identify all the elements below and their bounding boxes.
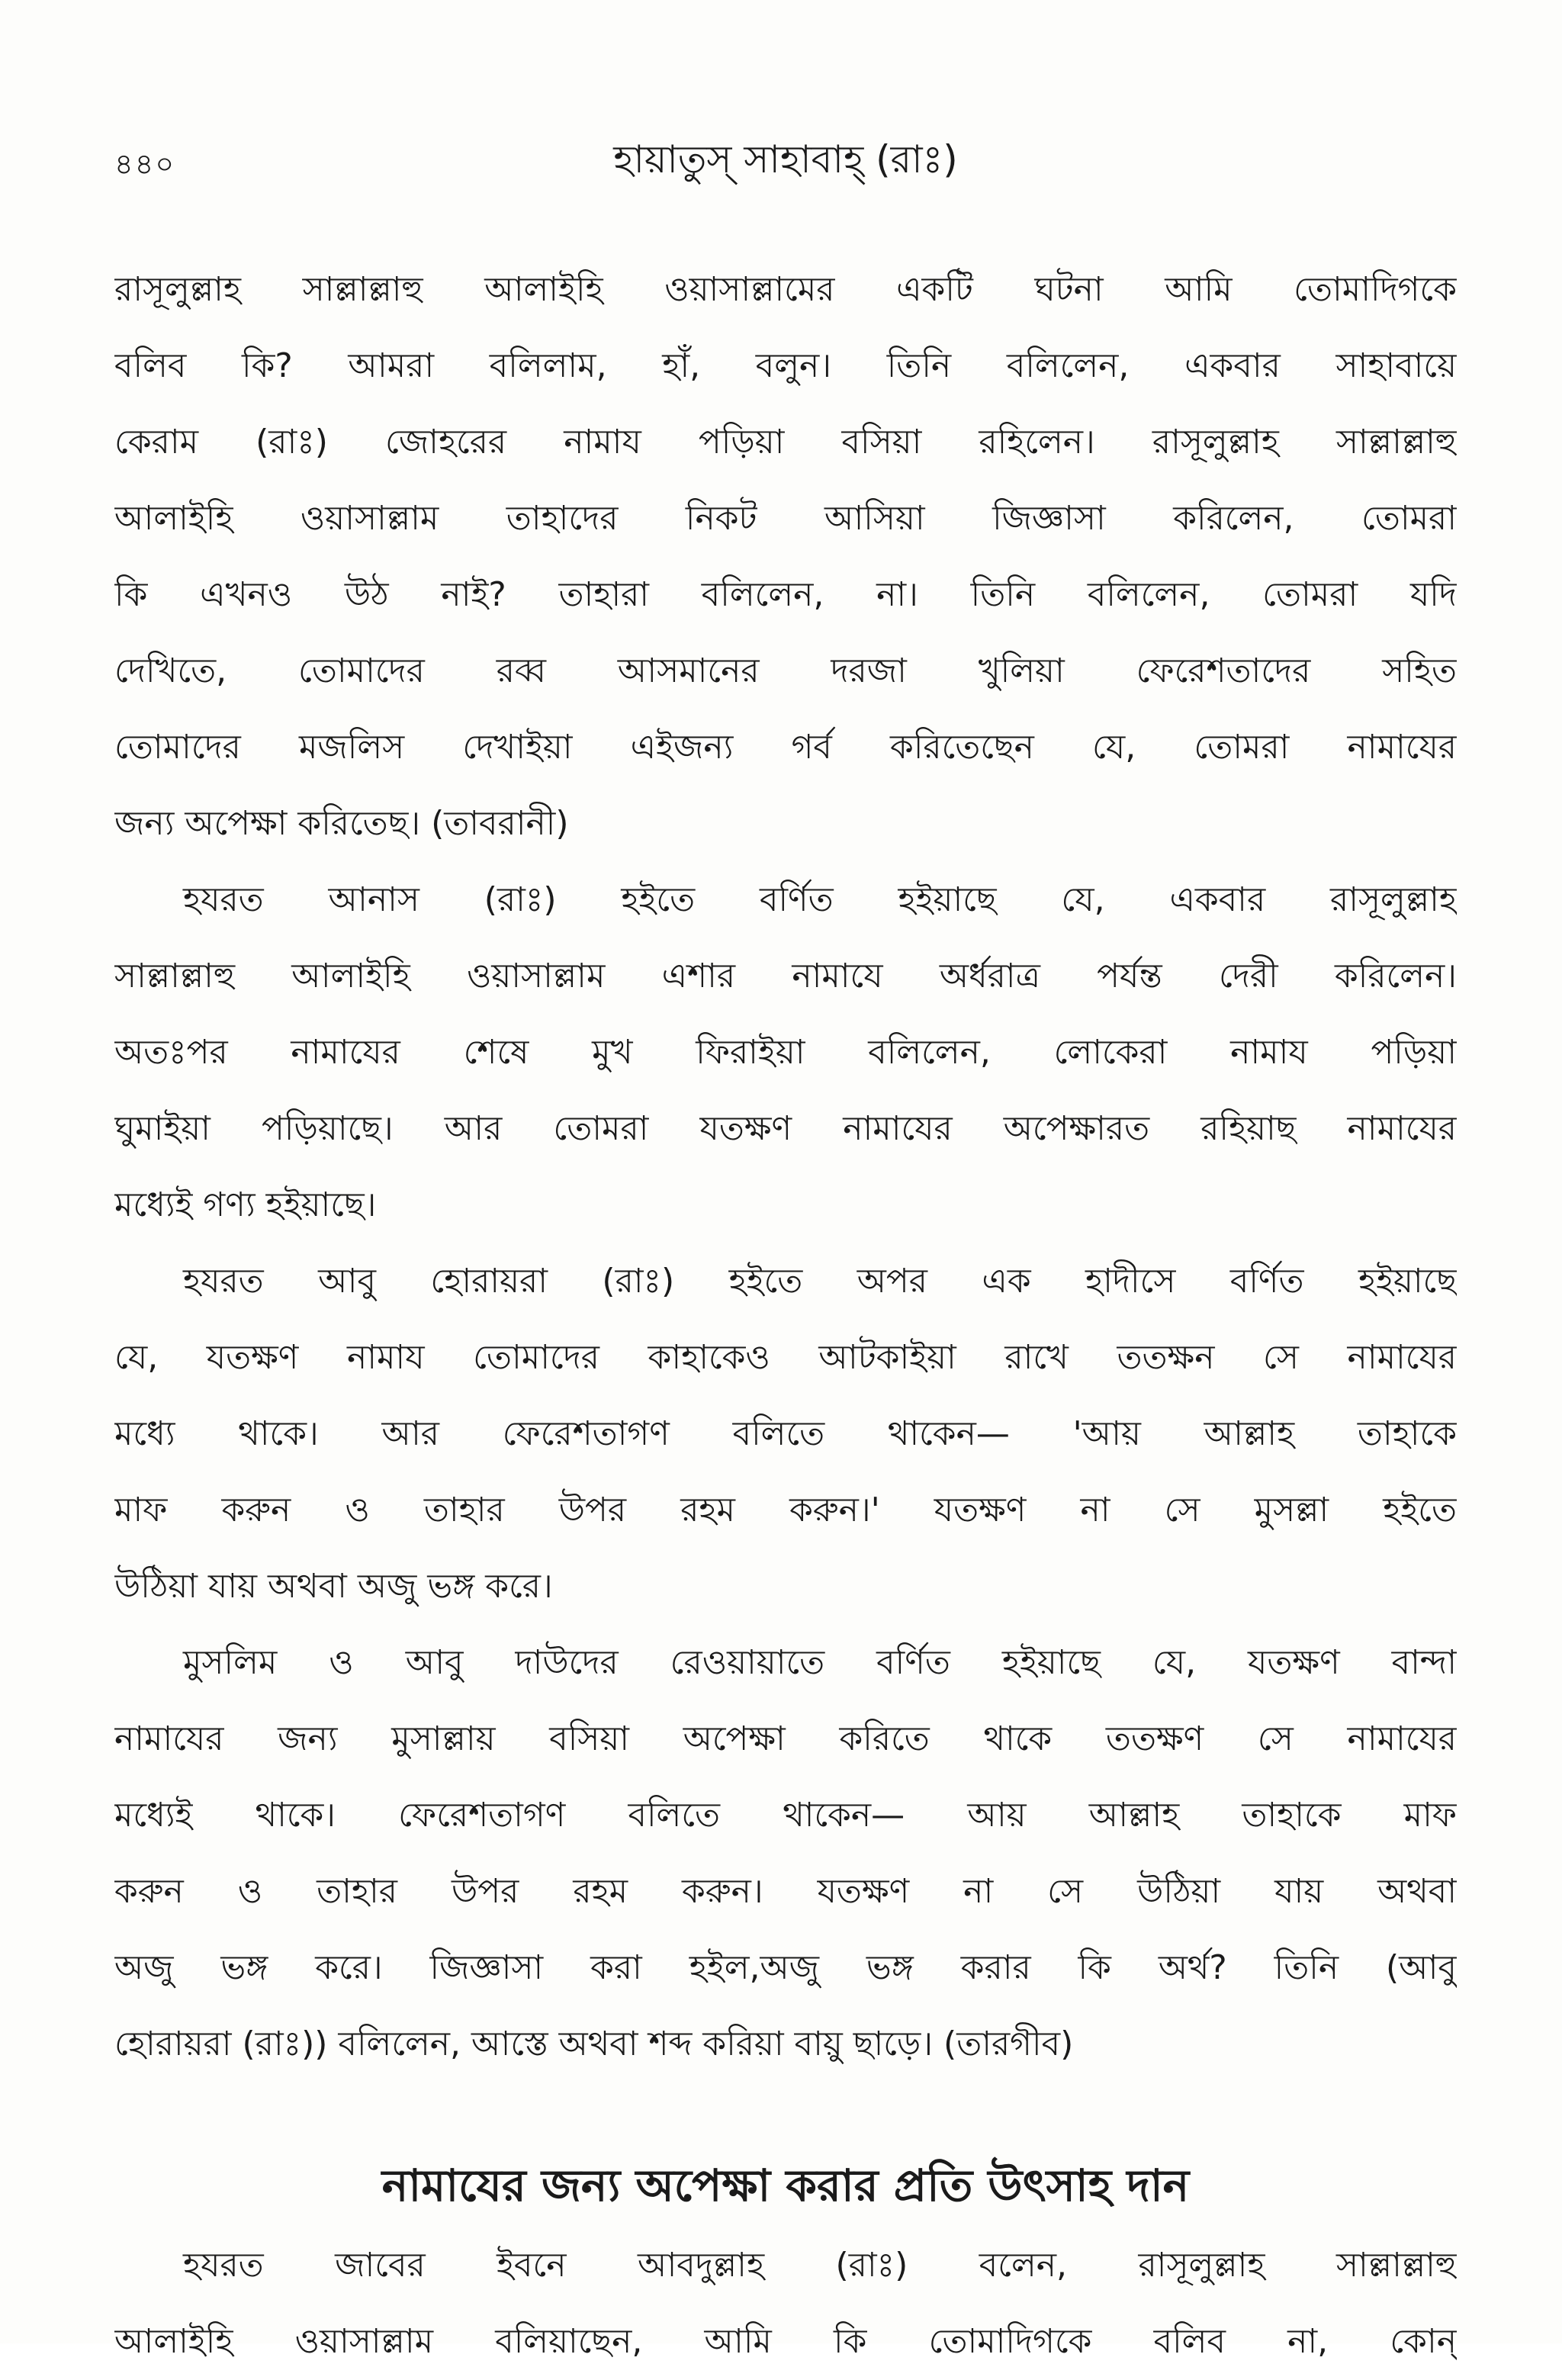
text-line: কি এখনও উঠ নাই? তাহারা বলিলেন, না। তিনি বলিলেন, তোমরা যদি <box>114 575 1457 614</box>
text-line: সাল্লাল্লাহু আলাইহি ওয়াসাল্লাম এশার নামাযে অর্ধরাত্র পর্যন্ত দেরী করিলেন। <box>114 957 1457 995</box>
text-line: কেরাম (রাঃ) জোহরের নামায পড়িয়া বসিয়া রহিলেন। রাসূলুল্লাহ সাল্লাল্লাহু <box>114 423 1457 462</box>
running-title: হায়াতুস্ সাহাবাহ্ (রাঃ) <box>613 137 958 182</box>
text-line: উঠিয়া যায় অথবা অজু ভঙ্গ করে। <box>114 1567 553 1606</box>
text-line: আলাইহি ওয়াসাল্লাম বলিয়াছেন, আমি কি তোমাদিগকে বলিব না, কোন্ <box>114 2322 1457 2361</box>
paragraph-start-line: হযরত জাবের ইবনে আবদুল্লাহ (রাঃ) বলেন, রাসূলুল্লাহ সাল্লাল্লাহু <box>183 2246 1457 2285</box>
page-header <box>114 128 1457 189</box>
text-line: মাফ করুন ও তাহার উপর রহম করুন।' যতক্ষণ না সে মুসল্লা হইতে <box>114 1491 1457 1529</box>
paragraph-start-line: হযরত আনাস (রাঃ) হইতে বর্ণিত হইয়াছে যে, একবার রাসূলুল্লাহ <box>183 880 1457 919</box>
text-line: তোমাদের মজলিস দেখাইয়া এইজন্য গর্ব করিতেছেন যে, তোমরা নামাযের <box>114 728 1457 767</box>
paragraph-start-line: মুসলিম ও আবু দাউদের রেওয়ায়াতে বর্ণিত হইয়াছে যে, যতক্ষণ বান্দা <box>183 1643 1457 1682</box>
text-line: যে, যতক্ষণ নামায তোমাদের কাহাকেও আটকাইয়া রাখে ততক্ষন সে নামাযের <box>114 1338 1457 1377</box>
text-line: দেখিতে, তোমাদের রব্ব আসমানের দরজা খুলিয়া ফেরেশতাদের সহিত <box>114 651 1457 690</box>
page-number: ৪৪০ <box>114 147 176 181</box>
text-line: হোরায়রা (রাঃ)) বলিলেন, আস্তে অথবা শব্দ করিয়া বায়ু ছাড়ে। (তারগীব) <box>114 2025 1074 2063</box>
paragraph-start-line: হযরত আবু হোরায়রা (রাঃ) হইতে অপর এক হাদীসে বর্ণিত হইয়াছে <box>183 1262 1457 1301</box>
text-line: বলিব কি? আমরা বলিলাম, হাঁ, বলুন। তিনি বলিলেন, একবার সাহাবায়ে <box>114 346 1457 385</box>
text-line: জন্য অপেক্ষা করিতেছ। (তাবরানী) <box>114 804 569 843</box>
body-text <box>114 252 1457 2380</box>
section-heading: নামাযের জন্য অপেক্ষা করার প্রতি উৎসাহ দান <box>381 2160 1190 2211</box>
text-line: মধ্যেই থাকে। ফেরেশতাগণ বলিতে থাকেন— আয় আল্লাহ তাহাকে মাফ <box>114 1796 1457 1835</box>
text-line: রাসূলুল্লাহ সাল্লাল্লাহু আলাইহি ওয়াসাল্লামের একটি ঘটনা আমি তোমাদিগকে <box>114 270 1457 309</box>
text-line: অজু ভঙ্গ করে। জিজ্ঞাসা করা হইল,অজু ভঙ্গ করার কি অর্থ? তিনি (আবু <box>114 1948 1457 1987</box>
text-line: নামাযের জন্য মুসাল্লায় বসিয়া অপেক্ষা করিতে থাকে ততক্ষণ সে নামাযের <box>114 1719 1457 1758</box>
text-line: করুন ও তাহার উপর রহম করুন। যতক্ষণ না সে উঠিয়া যায় অথবা <box>114 1872 1457 1911</box>
text-line: আলাইহি ওয়াসাল্লাম তাহাদের নিকট আসিয়া জিজ্ঞাসা করিলেন, তোমরা <box>114 499 1457 538</box>
text-line: ঘুমাইয়া পড়িয়াছে। আর তোমরা যতক্ষণ নামাযের অপেক্ষারত রহিয়াছ নামাযের <box>114 1109 1457 1148</box>
text-line: অতঃপর নামাযের শেষে মুখ ফিরাইয়া বলিলেন, লোকেরা নামায পড়িয়া <box>114 1033 1457 1072</box>
text-line: মধ্যেই গণ্য হইয়াছে। <box>114 1185 377 1224</box>
text-line: মধ্যে থাকে। আর ফেরেশতাগণ বলিতে থাকেন— 'আয় আল্লাহ তাহাকে <box>114 1414 1457 1453</box>
